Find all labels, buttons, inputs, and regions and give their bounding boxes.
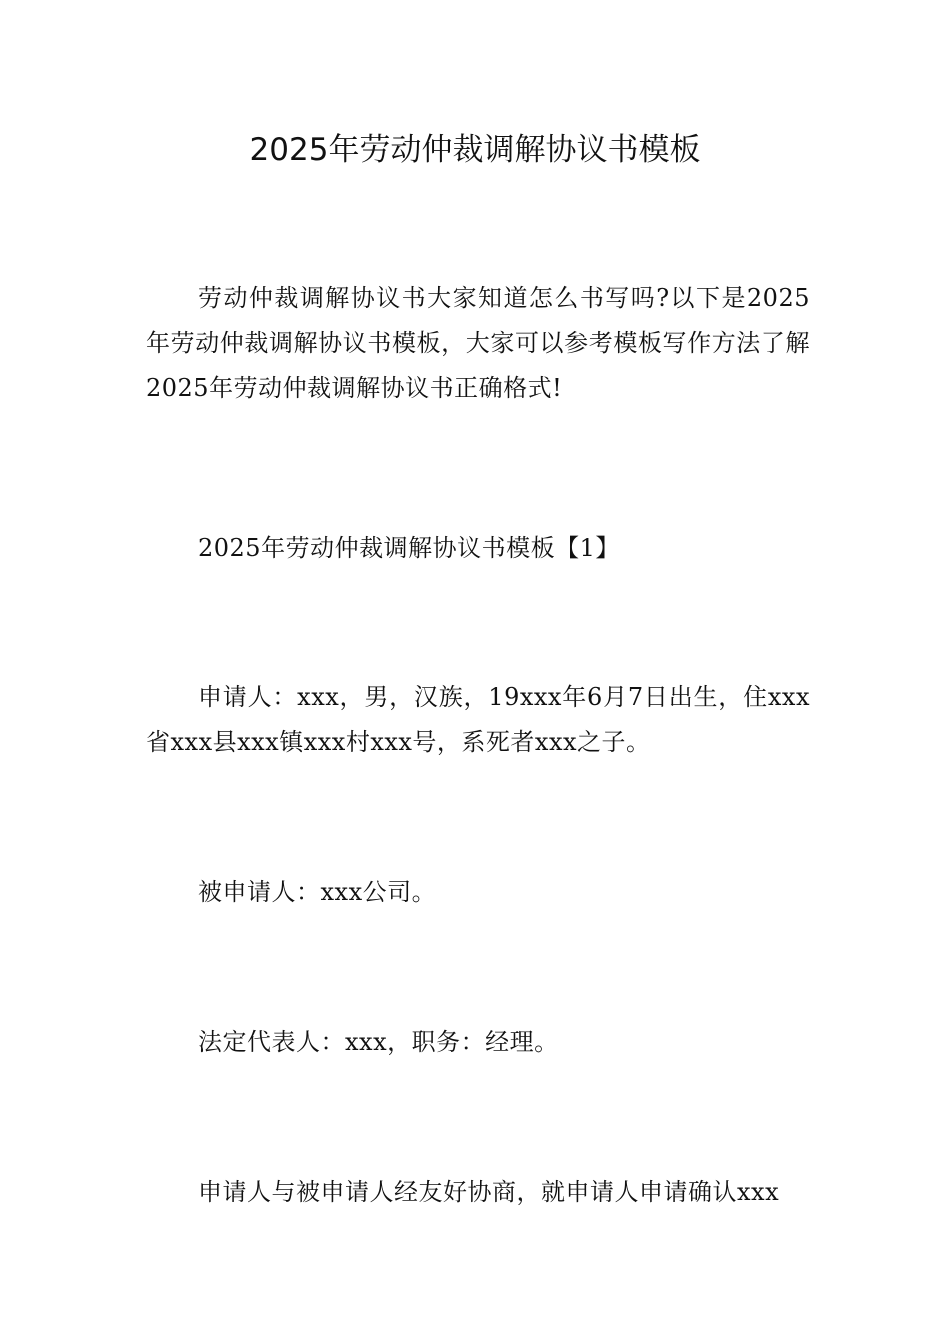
respondent-paragraph: 被申请人：xxx公司。 [198, 878, 437, 906]
applicant-paragraph: 申请人：xxx，男，汉族，19xxx年6月7日出生，住xxx省xxx县xxx镇xxx村xxx号，系死者xxx之子。 [146, 683, 810, 756]
document-title: 2025年劳动仲裁调解协议书模板 [249, 132, 701, 168]
legal-representative-paragraph: 法定代表人：xxx，职务：经理。 [198, 1028, 559, 1056]
agreement-paragraph: 申请人与被申请人经友好协商，就申请人申请确认xxx [198, 1178, 780, 1206]
intro-paragraph: 劳动仲裁调解协议书大家知道怎么书写吗?以下是2025年劳动仲裁调解协议书模板，大家可以参考模板写作方法了解2025年劳动仲裁调解协议书正确格式! [146, 284, 810, 402]
section-heading: 2025年劳动仲裁调解协议书模板【1】 [198, 534, 620, 562]
